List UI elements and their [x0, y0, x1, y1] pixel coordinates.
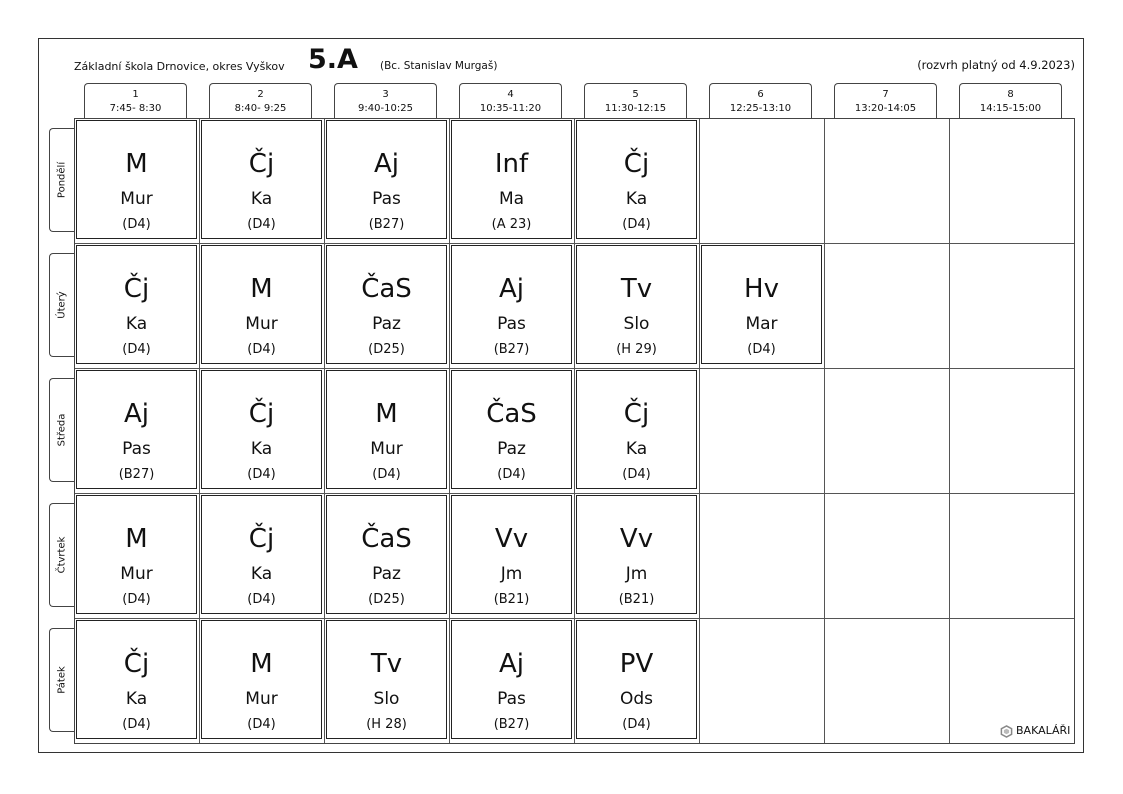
lesson-card: [326, 370, 447, 489]
lesson-card: [201, 245, 322, 364]
lesson-room: (D4): [122, 342, 151, 357]
lesson-room: (B27): [368, 217, 405, 232]
day-label-tab: [49, 503, 74, 607]
period-time: 13:20-14:05: [854, 103, 917, 114]
grid-line-vertical: [574, 119, 575, 743]
period-header: [84, 83, 187, 118]
lesson-card: [326, 495, 447, 614]
lesson-card: [451, 370, 572, 489]
lesson-subject: PV: [619, 649, 654, 679]
day-label-tab: [49, 628, 74, 732]
lesson-room: (B27): [118, 467, 155, 482]
lesson-teacher: Paz: [372, 314, 401, 334]
lesson-teacher: Ma: [498, 189, 525, 209]
lesson-teacher: Ka: [625, 189, 648, 209]
lesson-card: [576, 120, 697, 239]
period-time: 9:40-10:25: [358, 103, 413, 114]
day-name: Čtvrtek: [56, 536, 68, 574]
lesson-subject: Aj: [498, 649, 524, 679]
lesson-card: [576, 370, 697, 489]
period-time: 7:45- 8:30: [109, 103, 162, 114]
lesson-card: [326, 620, 447, 739]
lesson-room: (B27): [493, 342, 530, 357]
brand-footer: [1000, 724, 1070, 738]
lesson-room: (B27): [493, 717, 530, 732]
lesson-subject: Vv: [619, 524, 654, 554]
lesson-room: (D25): [368, 592, 405, 607]
lesson-subject: Aj: [498, 274, 524, 304]
lesson-card: [201, 495, 322, 614]
grid-line-vertical: [449, 119, 450, 743]
school-name: Základní škola Drnovice, okres Vyškov: [74, 60, 285, 73]
period-header: [709, 83, 812, 118]
period-number: 4: [507, 89, 514, 100]
brand-label: BAKALÁŘI: [1016, 724, 1071, 737]
period-number: 7: [882, 89, 889, 100]
lesson-teacher: Mar: [745, 314, 778, 334]
period-time: 12:25-13:10: [729, 103, 792, 114]
lesson-card: [76, 245, 197, 364]
grid-line-horizontal: [75, 243, 1074, 244]
valid-from: (rozvrh platný od 4.9.2023): [917, 58, 1075, 72]
period-number: 1: [132, 89, 139, 100]
lesson-subject: M: [250, 649, 273, 679]
lesson-teacher: Mur: [120, 189, 153, 209]
lesson-card: [201, 370, 322, 489]
period-time: 10:35-11:20: [479, 103, 542, 114]
lesson-subject: M: [125, 524, 148, 554]
lesson-card: [576, 245, 697, 364]
lesson-room: (D4): [622, 217, 651, 232]
lesson-card: [76, 120, 197, 239]
lesson-teacher: Paz: [497, 439, 526, 459]
period-number: 2: [257, 89, 264, 100]
day-name: Pátek: [56, 666, 68, 694]
period-time: 8:40- 9:25: [234, 103, 287, 114]
lesson-room: (D4): [372, 467, 401, 482]
lesson-card: [326, 245, 447, 364]
lesson-room: (D4): [622, 717, 651, 732]
lesson-card: [451, 495, 572, 614]
day-name: Středa: [56, 413, 68, 447]
period-number: 8: [1007, 89, 1014, 100]
grid-line-vertical: [949, 119, 950, 743]
lesson-teacher: Mur: [245, 314, 278, 334]
lesson-subject: Čj: [248, 149, 275, 179]
day-label-tab: [49, 378, 74, 482]
period-time: 11:30-12:15: [604, 103, 667, 114]
lesson-teacher: Pas: [497, 314, 526, 334]
lesson-card: [701, 245, 822, 364]
lesson-room: (D4): [622, 467, 651, 482]
period-header: [334, 83, 437, 118]
lesson-card: [76, 370, 197, 489]
period-number: 5: [632, 89, 639, 100]
lesson-room: (D4): [747, 342, 776, 357]
lesson-card: [76, 495, 197, 614]
grid-line-horizontal: [75, 493, 1074, 494]
day-name: Úterý: [56, 291, 68, 319]
period-header: [834, 83, 937, 118]
lesson-room: (B21): [618, 592, 655, 607]
grid-line-vertical: [824, 119, 825, 743]
lesson-room: (D4): [247, 717, 276, 732]
lesson-teacher: Mur: [120, 564, 153, 584]
lesson-subject: Čj: [123, 649, 150, 679]
lesson-teacher: Mur: [245, 689, 278, 709]
lesson-subject: Hv: [744, 274, 779, 304]
period-time: 14:15-15:00: [979, 103, 1042, 114]
lesson-room: (D4): [247, 467, 276, 482]
lesson-subject: Čj: [123, 274, 150, 304]
lesson-subject: Čj: [623, 399, 650, 429]
lesson-room: (H 28): [366, 717, 407, 732]
lesson-room: (H 29): [616, 342, 657, 357]
grid-line-vertical: [199, 119, 200, 743]
period-header: [584, 83, 687, 118]
lesson-subject: Čj: [248, 399, 275, 429]
lesson-teacher: Ods: [619, 689, 654, 709]
grid-line-horizontal: [75, 618, 1074, 619]
lesson-room: (D4): [247, 217, 276, 232]
lesson-teacher: Ka: [125, 314, 148, 334]
period-number: 3: [382, 89, 389, 100]
lesson-teacher: Ka: [125, 689, 148, 709]
lesson-card: [451, 120, 572, 239]
lesson-subject: M: [375, 399, 398, 429]
lesson-card: [76, 620, 197, 739]
grid-line-vertical: [699, 119, 700, 743]
lesson-teacher: Slo: [623, 314, 650, 334]
lesson-card: [576, 495, 697, 614]
class-name: 5.A: [308, 44, 358, 75]
lesson-subject: Aj: [373, 149, 399, 179]
lesson-teacher: Ka: [625, 439, 648, 459]
lesson-teacher: Jm: [500, 564, 523, 584]
lesson-subject: Tv: [370, 649, 403, 679]
bakalari-logo-icon: [1000, 725, 1013, 738]
day-label-tab: [49, 253, 74, 357]
lesson-teacher: Ka: [250, 189, 273, 209]
lesson-room: (D4): [247, 342, 276, 357]
lesson-teacher: Ka: [250, 564, 273, 584]
lesson-card: [451, 620, 572, 739]
lesson-teacher: Jm: [625, 564, 648, 584]
grid-line-horizontal: [75, 368, 1074, 369]
lesson-teacher: Pas: [372, 189, 401, 209]
lesson-subject: Čj: [248, 524, 275, 554]
lesson-subject: Vv: [494, 524, 529, 554]
lesson-subject: Čj: [623, 149, 650, 179]
lesson-teacher: Ka: [250, 439, 273, 459]
lesson-subject: ČaS: [361, 524, 412, 554]
lesson-room: (A 23): [491, 217, 532, 232]
lesson-subject: Tv: [620, 274, 653, 304]
lesson-room: (D4): [122, 217, 151, 232]
lesson-card: [201, 620, 322, 739]
period-number: 6: [757, 89, 764, 100]
lesson-subject: ČaS: [361, 274, 412, 304]
lesson-room: (D4): [122, 717, 151, 732]
lesson-teacher: Mur: [370, 439, 403, 459]
period-header: [959, 83, 1062, 118]
lesson-subject: M: [250, 274, 273, 304]
lesson-card: [326, 120, 447, 239]
lesson-room: (D25): [368, 342, 405, 357]
lesson-subject: Inf: [494, 149, 529, 179]
lesson-teacher: Pas: [497, 689, 526, 709]
period-header: [209, 83, 312, 118]
timetable-grid: [74, 118, 1075, 744]
lesson-teacher: Pas: [122, 439, 151, 459]
lesson-room: (D4): [122, 592, 151, 607]
lesson-card: [576, 620, 697, 739]
lesson-room: (D4): [247, 592, 276, 607]
lesson-room: (B21): [493, 592, 530, 607]
lesson-teacher: Paz: [372, 564, 401, 584]
lesson-subject: M: [125, 149, 148, 179]
lesson-room: (D4): [497, 467, 526, 482]
grid-line-vertical: [324, 119, 325, 743]
day-label-tab: [49, 128, 74, 232]
day-name: Pondělí: [56, 161, 68, 199]
lesson-subject: Aj: [123, 399, 149, 429]
period-header: [459, 83, 562, 118]
lesson-card: [201, 120, 322, 239]
lesson-teacher: Slo: [373, 689, 400, 709]
lesson-card: [451, 245, 572, 364]
lesson-subject: ČaS: [486, 399, 537, 429]
class-teacher: (Bc. Stanislav Murgaš): [380, 60, 498, 72]
